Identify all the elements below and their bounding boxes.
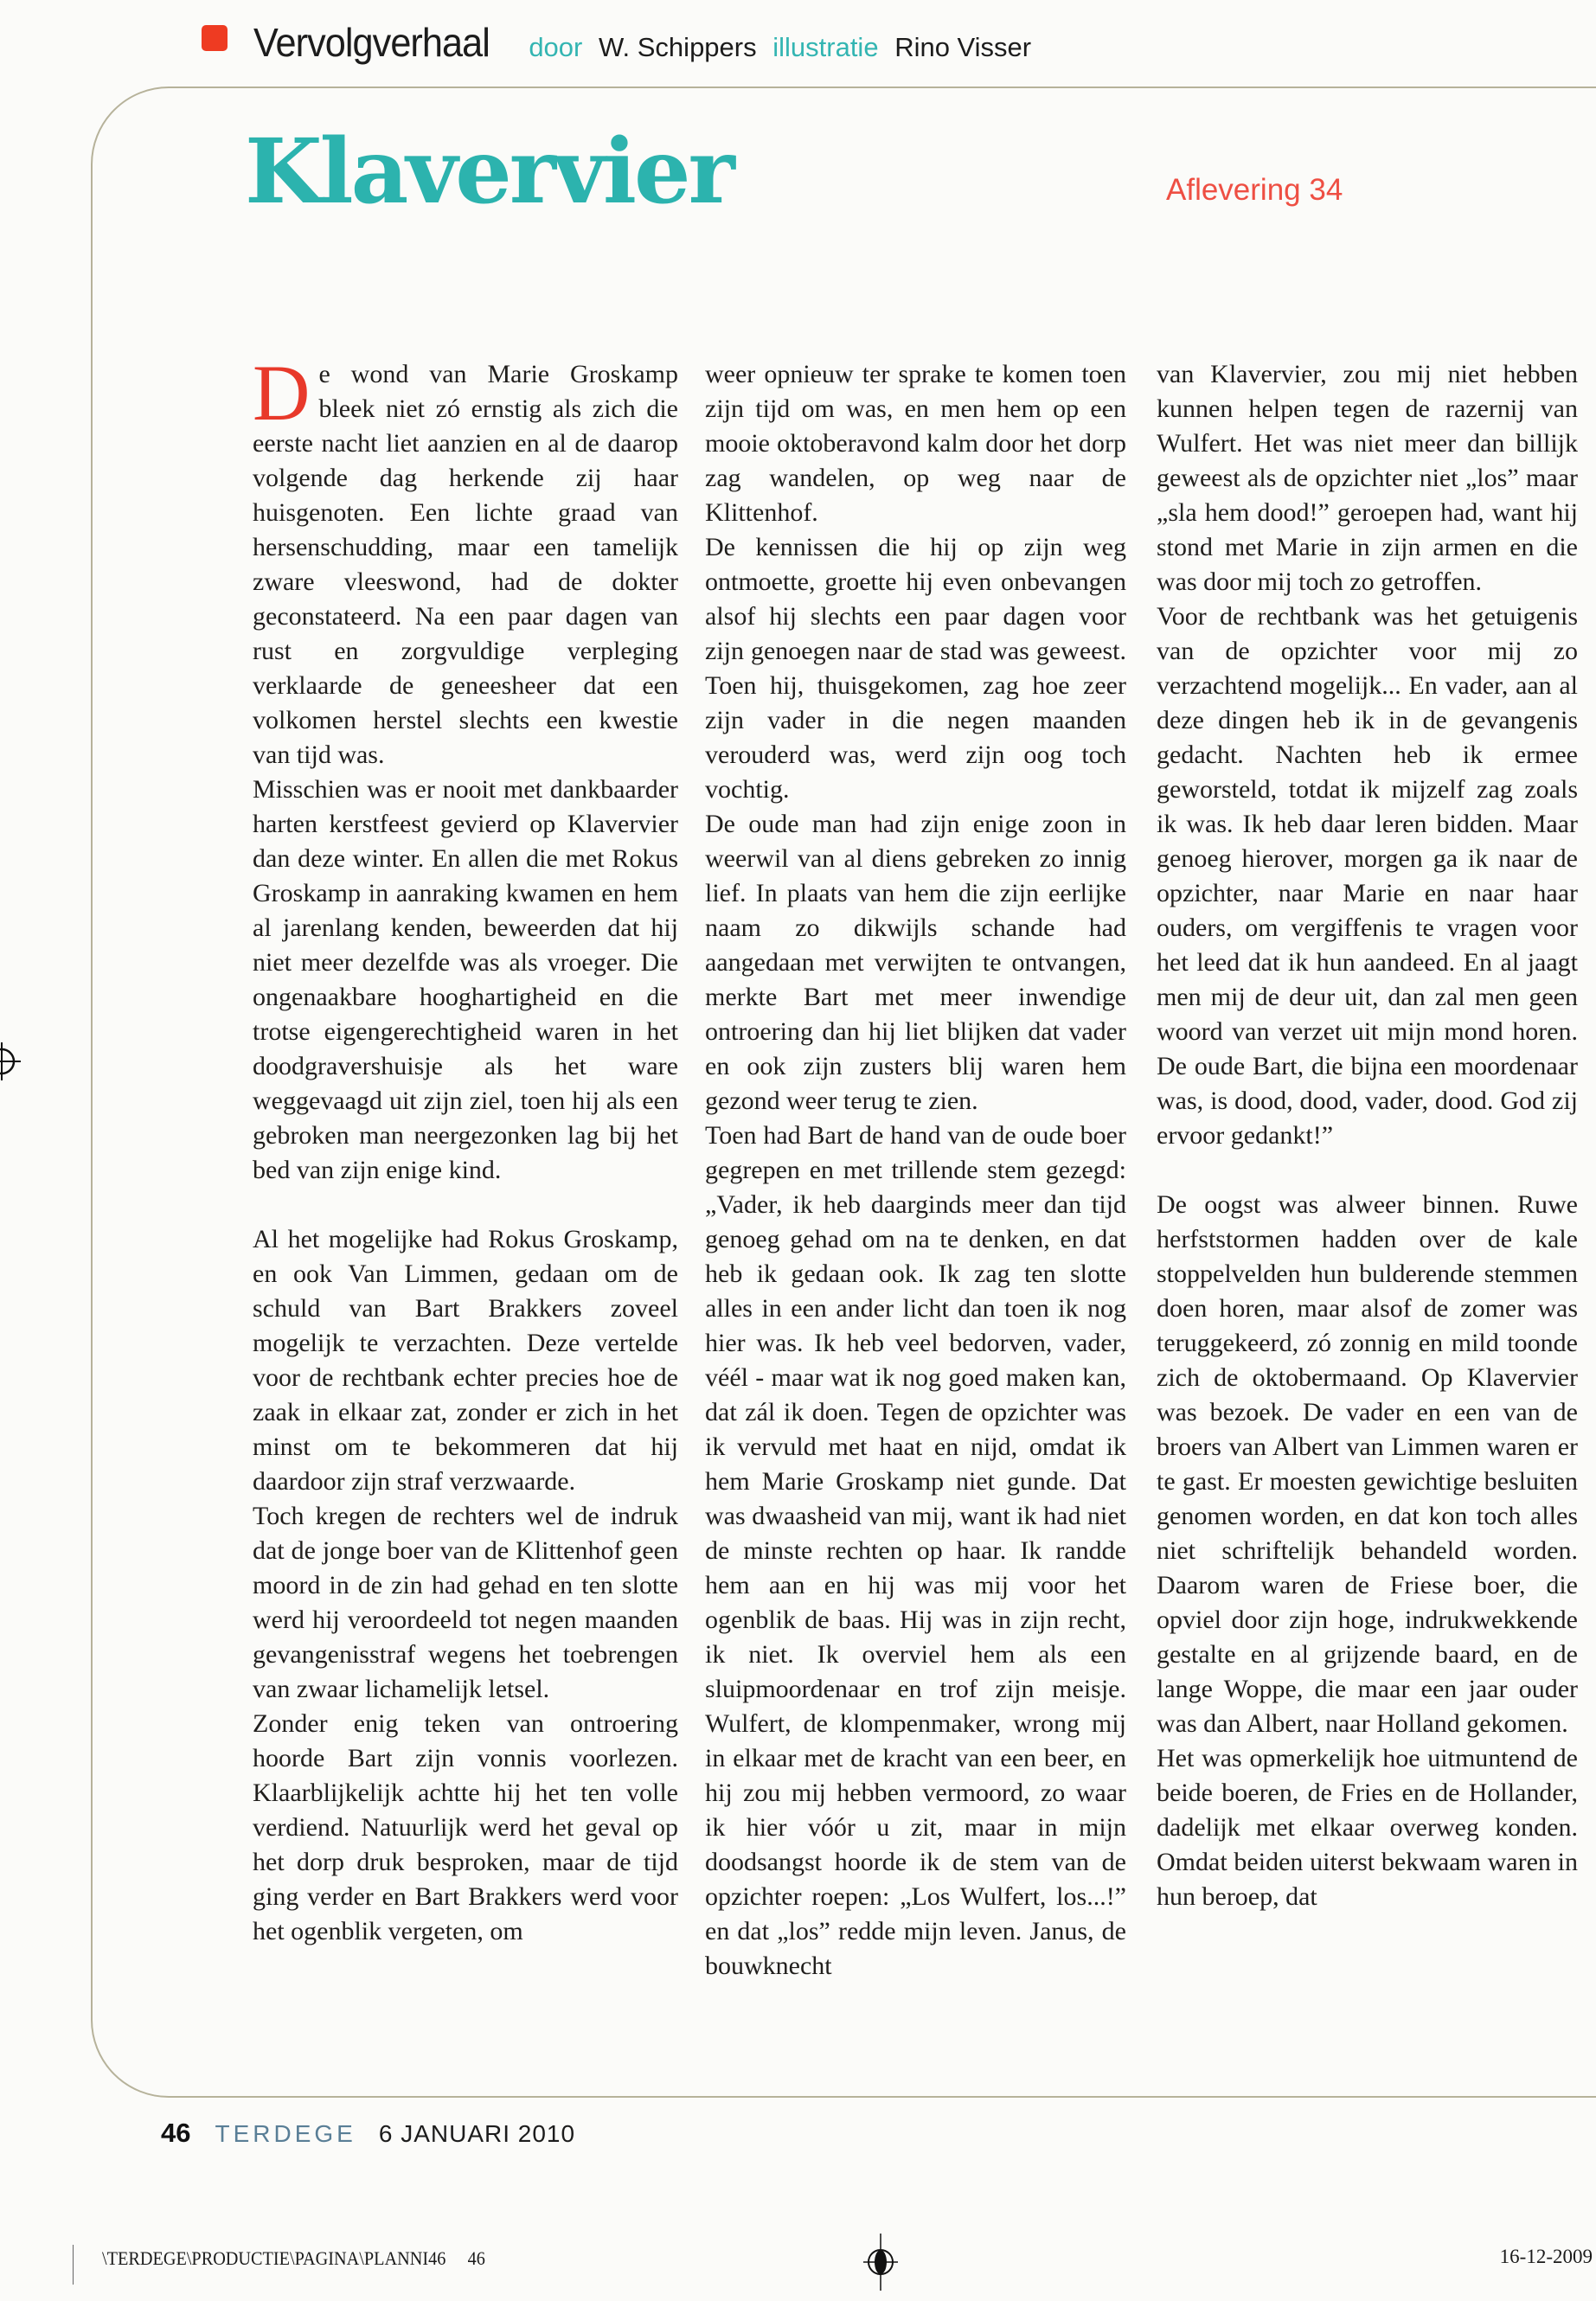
drop-cap: D [253,349,311,437]
story-paragraph: Misschien was er nooit met dankbaarder harten kerstfeest gevierd op Klavervier dan deze winter. En allen die met Rokus Groskamp in aanraking kwamen en hem al jarenlang kenden, beweerden dat hij niet meer dezelfde was als vroeger. Die ongenaakbare hooghartigheid en die trotse eigengerechtigheid waren in het doodgravershuisje als het ware weggevaagd uit zijn ziel, toen hij als een gebroken man neergezonken lag bij het bed van zijn enige kind. [253,775,678,1184]
text-column-3 [1157,357,1578,1914]
proof-date: 16-12-2009 [1499,2246,1593,2267]
story-paragraph: Het was opmerkelijk hoe uitmuntend de beide boeren, de Fries en de Hollander, dadelijk met elkaar overweg konden. Omdat beiden uiterst bekwaam waren in hun beroep, dat [1157,1744,1578,1911]
text-column-2 [705,357,1126,1984]
story-paragraph: weer opnieuw ter sprake te komen toen zijn tijd om was, en men hem op een mooie oktoberavond kalm door het dorp zag wandelen, op weg naar de Klittenhof. [705,360,1126,527]
page-header [202,19,1040,66]
page-footer [161,2118,575,2149]
issue-date: 6 JANUARI 2010 [378,2120,576,2147]
trim-tick-mark [73,2245,74,2285]
story-paragraph: De kennissen die hij op zijn weg ontmoette, groette hij even onbevangen alsof hij slechts een paar dagen voor zijn genoegen naar de stad was geweest. Toen hij, thuisgekomen, zag hoe zeer zijn vader in die negen maanden verouderd was, werd zijn oog toch vochtig. [705,533,1126,804]
story-paragraph: De oude man had zijn enige zoon in weerwil van al diens gebreken zo innig lief. In plaats van hem die zijn eerlijke naam zo dikwijls schande had aangedaan met verwijten te ontvangen, merkte Bart met meer inwendige ontroering dan hij liet blijken dat vader en ook zijn zusters blij waren hem gezond weer terug te zien. [705,810,1126,1115]
story-paragraph: Voor de rechtbank was het getuigenis van de opzichter voor mij zo verzachtend mogelijk... En vader, aan al deze dingen heb ik in de gevangenis gedacht. Nachten heb ik ermee geworsteld, totdat ik mijzelf zag zoals ik was. Ik heb daar leren bidden. Maar genoeg hierover, morgen ga ik naar de opzichter, naar Marie en naar haar ouders, om vergiffenis te vragen voor het leed dat ik hun aandeed. En al jaagt men mij de deur uit, dan zal men geen woord van verzet uit mijn mond horen. De oude Bart, die bijna een moordenaar was, is dood, dood, vader, dood. God zij ervoor gedankt!” [1157,602,1578,1150]
story-paragraph: De wond van Marie Groskamp bleek niet zó ernstig als zich die eerste nacht liet aanzien en al de daarop volgende dag herkende zij haar huisgenoten. Een lichte graad van hersenschudding, maar een tamelijk zware vleeswond, had de dokter geconstateerd. Na een paar dagen van rust en zorgvuldige verpleging verklaarde de geneesheer dat een volkomen herstel slechts een kwestie van tijd was. [253,349,678,769]
author-name: W. Schippers [598,32,757,62]
story-paragraph: Zonder enig teken van ontroering hoorde Bart zijn vonnis voorlezen. Klaarblijkelijk achtte hij het ten volle verdiend. Natuurlijk werd het geval op het dorp druk besproken, maar de tijd ging verder en Bart Brakkers werd voor het ogenblik vergeten, om [253,1709,678,1945]
slug-page-number: 46 [467,2247,485,2269]
magazine-name: TERDEGE [215,2120,356,2147]
story-paragraph: van Klavervier, zou mij niet hebben kunnen helpen tegen de razernij van Wulfert. Het was niet meer dan billijk geweest als de opzichter niet „los” maar „sla hem dood!” geroepen had, want hij stond met Marie in zijn armen en die was door mij toch zo getroffen. [1157,360,1578,596]
slug-path: \TERDEGE\PRODUCTIE\PAGINA\PLANNI46 [102,2247,446,2269]
byline-door-label: door [529,32,583,62]
story-paragraph: Toen had Bart de hand van de oude boer gegrepen en met trillende stem gezegd: „Vader, ik heb daarginds meer dan tijd genoeg gehad om na te denken, en dat heb ik gedaan ook. Ik zag ten slotte alles in een ander licht dan toen ik nog hier was. Ik heb veel bedorven, vader, véél - maar wat ik nog goed maken kan, dat zál ik doen. Tegen de opzichter was ik vervuld met haat en nijd, omdat ik hem Marie Groskamp niet gunde. Dat was dwaasheid van mij, want ik had niet de minste rechten op haar. Ik randde hem aan en hij was mij voor het ogenblik de baas. Hij was in zijn recht, ik niet. Ik overviel hem als een sluipmoordenaar en trof zijn meisje. Wulfert, de klompenmaker, wrong mij in elkaar met de kracht van een beer, en hij zou mij hebben vermoord, zo waar ik hier vóór u zit, maar in mijn doodsangst hoorde ik de stem van de opzichter roepen: „Los Wulfert, los...!” en dat „los” redde mijn leven. Janus, de bouwknecht [705,1121,1126,1980]
registration-mark-icon [0,1042,21,1080]
illustrator-name: Rino Visser [894,32,1032,62]
section-category: Vervolgverhaal [253,20,490,65]
text-column-1 [253,349,678,1949]
print-slug [102,2247,485,2270]
story-paragraph: Al het mogelijke had Rokus Groskamp, en ook Van Limmen, gedaan om de schuld van Bart Brakkers zoveel mogelijk te verzachten. Deze vertelde voor de rechtbank echter precies hoe de zaak in elkaar zat, zonder er zich in het minst om te bekommeren dat hij daardoor zijn straf verzwaarde. [253,1225,678,1496]
byline [529,32,1040,63]
story-paragraph: De oogst was alweer binnen. Ruwe herfststormen hadden over de kale stoppelvelden hun bulderende stemmen doen horen, maar alsof de zomer was teruggekeerd, zó zonnig en mild toonde zich de oktobermaand. Op Klavervier was bezoek. De vader en een van de broers van Albert van Limmen waren er te gast. Er moesten gewichtige besluiten genomen worden, en dat kon toch alles niet schriftelijk behandeld worden. Daarom waren de Friese boer, die opviel door zijn hoge, indrukwekkende gestalte en al grijzende baard, en de lange Woppe, die maar een jaar ouder was dan Albert, naar Holland gekomen. [1157,1190,1578,1738]
page-number: 46 [161,2118,191,2148]
byline-illustration-label: illustratie [772,32,879,62]
episode-number: Aflevering 34 [1166,173,1343,207]
story-paragraph: Toch kregen de rechters wel de indruk dat de jonge boer van de Klittenhof geen moord in de zin had gehad en ten slotte werd hij veroordeeld tot negen maanden gevangenisstraf wegens het toebrengen van zwaar lichamelijk letsel. [253,1502,678,1703]
registration-mark-icon [862,2234,900,2291]
story-title: Klavervier [245,119,733,224]
